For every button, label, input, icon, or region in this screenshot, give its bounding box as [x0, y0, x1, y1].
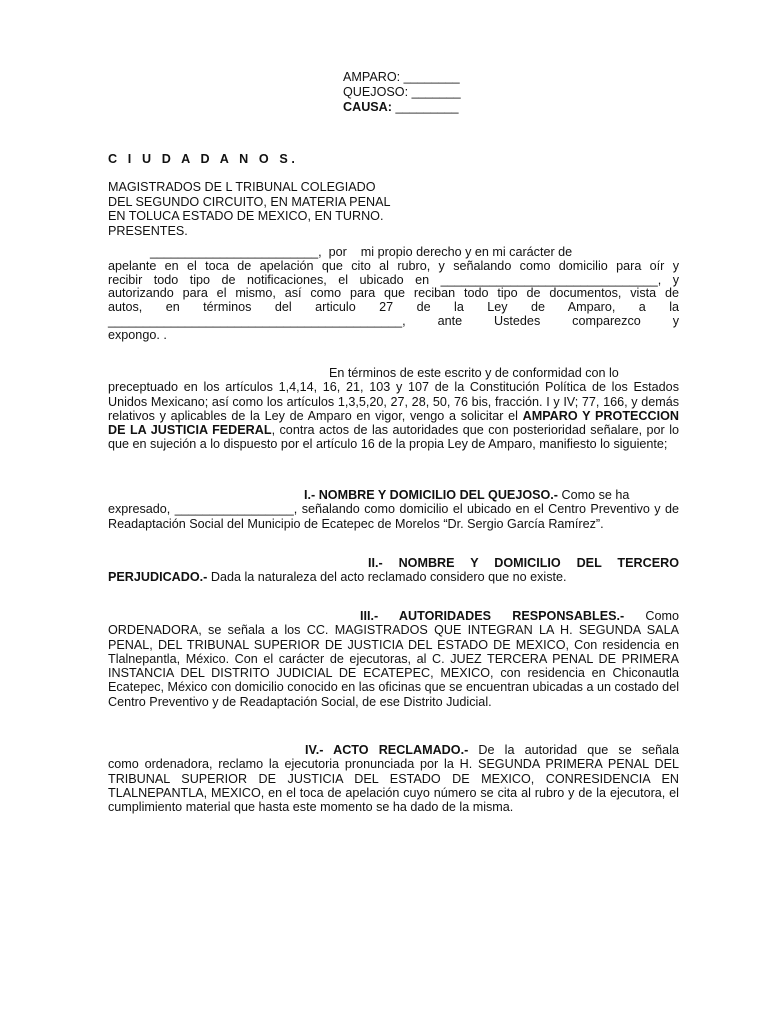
- section-quejoso-first: Como se ha: [558, 488, 630, 502]
- section-autoridades-first: Como: [624, 609, 680, 623]
- quejoso-field: QUEJOSO: _______: [343, 85, 461, 99]
- intro-line: recibir todo tipo de notificaciones, el ubicado en _______________________________, y: [108, 272, 679, 287]
- case-header: [343, 70, 461, 115]
- addressee-line: MAGISTRADOS DE L TRIBUNAL COLEGIADO: [108, 180, 376, 194]
- considerations-first-line: En términos de este escrito y de conformidad con lo: [329, 366, 619, 380]
- intro-line: autorizando para el mismo, así como para que reciban todo tipo de documentos, vista de: [108, 286, 679, 301]
- addressee-line: DEL SEGUNDO CIRCUITO, EN MATERIA PENAL: [108, 194, 391, 209]
- section-quejoso-text: expresado, _________________, señalando como domicilio el ubicado en el Centro Preventivo y de Readaptación Social del Municipio de Ecatepec de Morelos “Dr. Sergio García Ramírez”.: [108, 502, 679, 531]
- section-quejoso: [108, 488, 679, 531]
- intro-line: __________________________________________, ante Ustedes comparezco y: [108, 313, 679, 328]
- considerations-paragraph: [108, 366, 679, 452]
- section-quejoso-heading: I.- NOMBRE Y DOMICILIO DEL QUEJOSO.-: [304, 488, 559, 502]
- section-acto-first-line: [108, 743, 679, 757]
- addressee-line: PRESENTES.: [108, 223, 188, 238]
- section-quejoso-first-line: [108, 488, 679, 502]
- section-autoridades-heading: III.- AUTORIDADES RESPONSABLES.-: [360, 609, 625, 623]
- section-acto-first: De la autoridad que se señala: [468, 743, 679, 757]
- considerations-text: preceptuado en los artículos 1,4,14, 16, 21, 103 y 107 de la Constitución Política de los Estados Unidos Mexicano; así como los artículos 1,3,5,20, 27, 28, 50, 76 bis, fracción. I y IV; 77, 166, y demás relativos y aplicables de la Ley de Amparo en vigor, vengo a solicitar el: [108, 380, 679, 423]
- section-tercero: [108, 556, 679, 585]
- section-autoridades: [108, 609, 679, 709]
- intro-line: ________________________, por mi propio derecho y en mi carácter de: [108, 245, 573, 259]
- causa-blank: _________: [391, 100, 459, 114]
- section-tercero-text: Dada la naturaleza del acto reclamado considero que no existe.: [207, 570, 567, 585]
- considerations-text-end: , contra actos de las autoridades que con posterioridad señalare, por lo que en sujeción a lo dispuesto por el artículo 16 de la propia Ley de Amparo, manifiesto lo siguiente;: [108, 423, 679, 452]
- causa-field: [343, 100, 461, 115]
- intro-line: apelante en el toca de apelación que cito al rubro, y señalando como domicilio para oír y: [108, 258, 679, 273]
- section-autoridades-text: ORDENADORA, se señala a los CC. MAGISTRADOS QUE INTEGRAN LA H. SEGUNDA SALA PENAL, DEL TRIBUNAL SUPERIOR DE JUSTICIA DEL ESTADO DE MEXICO, Con residencia en Tlalnepantla, México. Con el carácter de ejecutoras, al C. JUEZ TERCERA PENAL DE PRIMERA INSTANCIA DEL DISTRITO JUDICIAL DE ECATEPEC, MEXICO, con residencia en Chiconautla Ecatepec, México con domicilio conocido en las oficinas que se encuentran ubicadas a un costado del Centro Preventivo y de Readaptación Social, de ese Distrito Judicial.: [108, 623, 679, 709]
- section-autoridades-first-line: [108, 609, 679, 623]
- intro-paragraph: [108, 246, 679, 343]
- section-acto-text: como ordenadora, reclamo la ejecutoria pronunciada por la H. SEGUNDA PRIMERA PENAL DEL TRIBUNAL SUPERIOR DE JUSTICIA DEL ESTADO DE MEXICO, CONRESIDENCIA EN TLALNEPANTLA, MEXICO, en el toca de apelación cuyo número se cita al rubro y de la ejecutora, el cumplimiento material que hasta este momento se ha dado de la misma.: [108, 757, 679, 815]
- section-tercero-heading-b: PERJUDICADO.-: [108, 570, 208, 585]
- causa-label: CAUSA:: [343, 100, 392, 114]
- amparo-request: AMPARO Y PROTECCION DE LA JUSTICIA FEDERAL: [108, 408, 679, 438]
- addressee-block: [108, 180, 390, 238]
- section-acto-heading: IV.- ACTO RECLAMADO.-: [305, 743, 469, 757]
- section-tercero-heading: II.- NOMBRE Y DOMICILIO DEL TERCERO: [368, 556, 679, 570]
- amparo-field: AMPARO: ________: [343, 70, 460, 84]
- section-acto: [108, 743, 679, 814]
- intro-line: autos, en términos del articulo 27 de la Ley de Amparo, a la: [108, 300, 679, 315]
- greeting: C I U D A D A N O S.: [108, 152, 299, 166]
- addressee-line: EN TOLUCA ESTADO DE MEXICO, EN TURNO.: [108, 209, 384, 224]
- intro-line: expongo. .: [108, 327, 167, 342]
